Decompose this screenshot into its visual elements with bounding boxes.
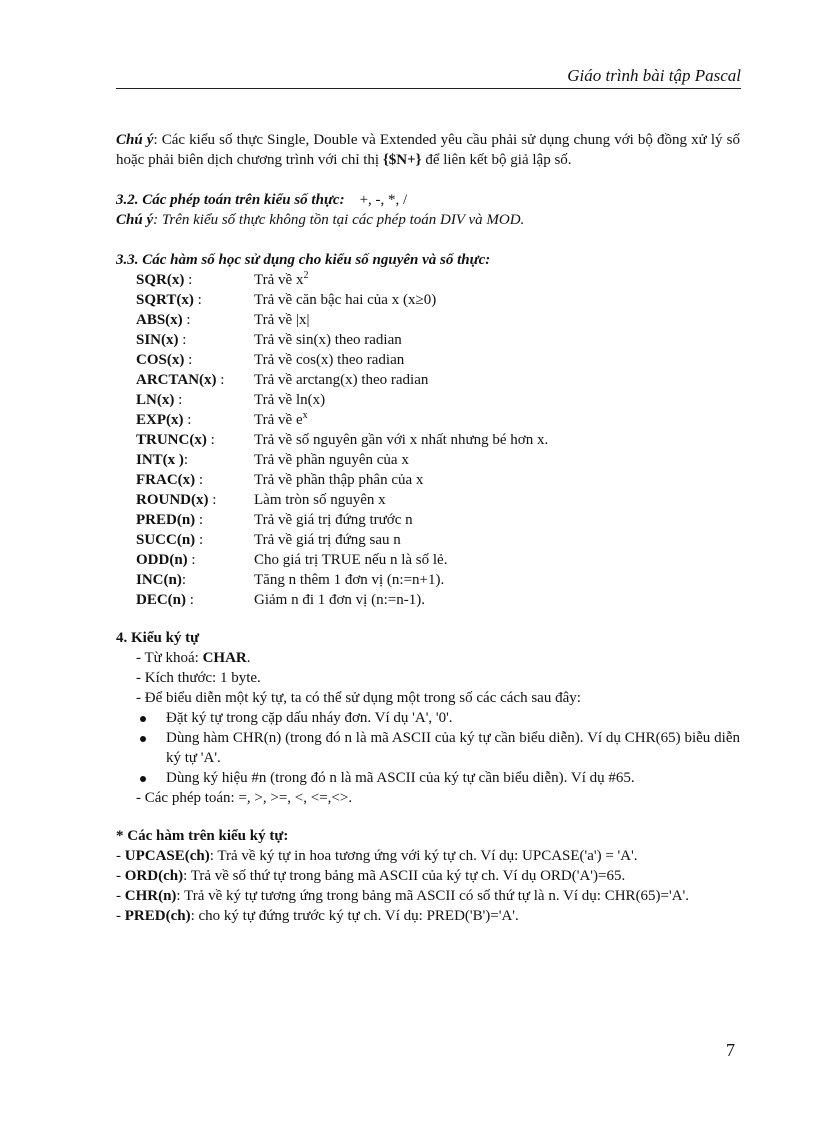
bullet-text: Dùng ký hiệu #n (trong đó n là mã ASCII của ký tự cần biểu diễn). Ví dụ #65. [166, 770, 635, 786]
function-name-cell [136, 570, 254, 590]
list-item [116, 846, 740, 866]
table-row [136, 410, 740, 430]
list-item [116, 866, 740, 886]
header-title: Giáo trình bài tập Pascal [567, 66, 741, 85]
function-description-cell [254, 510, 740, 530]
section-3-2-heading [116, 190, 740, 210]
section-3-2-note-label: Chú ý [116, 212, 154, 228]
table-row [136, 350, 740, 370]
note-label: Chú ý [116, 132, 154, 148]
function-name: SQR(x) [136, 272, 185, 288]
function-separator: : [206, 432, 215, 448]
function-name: SIN(x) [136, 332, 179, 348]
function-description-cell [254, 550, 740, 570]
function-desc: : Trả về ký tự in hoa tương ứng với ký tự ch. Ví dụ: UPCASE('a') = 'A'. [209, 848, 638, 864]
section-3-3-title: 3.3. Các hàm số học sử dụng cho kiểu số nguyên và số thực: [116, 252, 491, 268]
function-name: TRUNC(x) [136, 432, 207, 448]
table-row [136, 430, 740, 450]
char-ops-line: - Các phép toán: =, >, >=, <, <=,<>. [136, 790, 353, 806]
table-row [136, 530, 740, 550]
table-row [136, 450, 740, 470]
function-description: Cho giá trị TRUE nếu n là số lẻ. [254, 552, 448, 568]
char-keyword-line [136, 648, 740, 668]
table-row [136, 270, 740, 290]
function-description: Tăng n thêm 1 đơn vị (n:=n+1). [254, 572, 445, 588]
char-intro-line: - Để biểu diễn một ký tự, ta có thể sử dụng một trong số các cách sau đây: [136, 690, 581, 706]
function-name: COS(x) [136, 352, 185, 368]
list-item [116, 906, 740, 926]
function-separator: : [178, 332, 187, 348]
list-item [136, 708, 740, 728]
function-desc: : cho ký tự đứng trước ký tự ch. Ví dụ: PRED('B')='A'. [190, 908, 519, 924]
function-name-cell [136, 470, 254, 490]
section-3-2-note [116, 210, 740, 230]
function-separator: : [184, 272, 193, 288]
function-name-cell [136, 330, 254, 350]
function-name: EXP(x) [136, 412, 184, 428]
superscript: 2 [303, 270, 309, 281]
function-name-cell [136, 510, 254, 530]
function-desc: : Trả về số thứ tự trong bảng mã ASCII của ký tự ch. Ví dụ ORD('A')=65. [183, 868, 626, 884]
list-item [116, 886, 740, 906]
table-row [136, 550, 740, 570]
function-name: PRED(n) [136, 512, 196, 528]
function-name: ORD(ch) [124, 868, 184, 884]
table-row [136, 310, 740, 330]
function-separator: : [195, 512, 204, 528]
page-header [116, 64, 741, 89]
function-description: Trả về x [254, 272, 304, 288]
function-description: Làm tròn số nguyên x [254, 492, 386, 508]
function-separator: : [186, 592, 194, 608]
function-description-cell [254, 530, 740, 550]
function-name-cell [136, 350, 254, 370]
function-description-cell [254, 490, 740, 510]
page-number: 7 [726, 1040, 735, 1060]
function-description-cell [254, 590, 740, 610]
table-row [136, 290, 740, 310]
function-name: CHR(n) [124, 888, 177, 904]
table-row [136, 490, 740, 510]
function-name-cell [136, 410, 254, 430]
item-prefix: - [116, 888, 125, 904]
table-row [136, 570, 740, 590]
table-row [136, 370, 740, 390]
function-description-cell [254, 270, 740, 290]
function-name: DEC(n) [136, 592, 187, 608]
function-description: Trả về sin(x) theo radian [254, 332, 402, 348]
bullet-text: Đặt ký tự trong cặp dấu nháy đơn. Ví dụ 'A', '0'. [166, 710, 453, 726]
section-3-2-title: 3.2. Các phép toán trên kiểu số thực: [116, 192, 345, 208]
note-directive: {$N+} [382, 152, 422, 168]
function-description: Trả về phần nguyên của x [254, 452, 409, 468]
function-description: Trả về giá trị đứng sau n [254, 532, 401, 548]
section-3-2-note-text: : Trên kiểu số thực không tồn tại các phép toán DIV và MOD. [153, 212, 525, 228]
function-description-cell [254, 350, 740, 370]
function-description: Trả về |x| [254, 312, 310, 328]
function-description-cell [254, 290, 740, 310]
list-item [136, 728, 740, 768]
function-description-cell [254, 410, 740, 430]
function-description: Trả về phần thập phân của x [254, 472, 424, 488]
function-name-cell [136, 550, 254, 570]
function-separator: : [208, 492, 217, 508]
char-functions-list [116, 846, 740, 926]
function-description: Trả về số nguyên gần với x nhất nhưng bé hơn x. [254, 432, 549, 448]
function-name: SUCC(n) [136, 532, 196, 548]
function-name-cell [136, 430, 254, 450]
function-desc: : Trả về ký tự tương ứng trong bảng mã ASCII có số thứ tự là n. Ví dụ: CHR(65)='A'. [176, 888, 689, 904]
function-separator: : [216, 372, 225, 388]
function-description-cell [254, 470, 740, 490]
function-description: Trả về e [254, 412, 303, 428]
section-3-2-ops: +, -, *, / [359, 192, 408, 208]
function-name: PRED(ch) [124, 908, 191, 924]
note-text-after: để liên kết bộ giả lập số. [421, 152, 572, 168]
section-4-body [136, 648, 740, 708]
char-representation-list [136, 708, 740, 788]
function-description-cell [254, 330, 740, 350]
bullet-icon [136, 708, 166, 728]
math-function-table [136, 270, 740, 610]
function-name-cell [136, 390, 254, 410]
list-item [136, 768, 740, 788]
function-description-cell [254, 390, 740, 410]
item-prefix: - [116, 848, 125, 864]
page-content [116, 130, 740, 926]
function-name: FRAC(x) [136, 472, 196, 488]
function-name: SQRT(x) [136, 292, 194, 308]
function-separator: : [183, 452, 189, 468]
function-name: INC(n) [136, 572, 182, 588]
function-separator: : [193, 292, 202, 308]
function-separator: : [184, 352, 193, 368]
function-description: Trả về giá trị đứng trước n [254, 512, 413, 528]
function-description-cell [254, 310, 740, 330]
bullet-icon [136, 768, 166, 788]
function-description: Giảm n đi 1 đơn vị (n:=n-1). [254, 592, 425, 608]
bullet-text: Dùng hàm CHR(n) (trong đó n là mã ASCII của ký tự cần biểu diễn). Ví dụ CHR(65) biễu diễn ký tự 'A'. [166, 730, 740, 766]
function-description-cell [254, 370, 740, 390]
note-text-before: : Các kiểu số thực Single, Double và Extended yêu cầu phải sử dụng chung với bộ đồng xử lý số hoặc phải biên dịch chương trình với chỉ thị [116, 132, 740, 168]
function-name: ODD(n) [136, 552, 188, 568]
function-name-cell [136, 310, 254, 330]
function-name: ABS(x) [136, 312, 183, 328]
table-row [136, 470, 740, 490]
function-name-cell [136, 270, 254, 290]
function-description-cell [254, 430, 740, 450]
function-name-cell [136, 490, 254, 510]
function-name-cell [136, 370, 254, 390]
function-description-cell [254, 570, 740, 590]
function-name-cell [136, 450, 254, 470]
superscript: x [302, 410, 308, 421]
function-separator: : [195, 472, 204, 488]
char-functions-title: * Các hàm trên kiểu ký tự: [116, 828, 289, 844]
function-name: INT(x ) [136, 452, 184, 468]
bullet-icon [136, 728, 166, 768]
item-prefix: - [116, 908, 125, 924]
function-description: Trả về arctang(x) theo radian [254, 372, 429, 388]
function-separator: : [183, 412, 192, 428]
function-separator: : [195, 532, 204, 548]
function-description-cell [254, 450, 740, 470]
function-separator: : [181, 572, 187, 588]
keyword-value: CHAR [202, 650, 247, 666]
function-name-cell [136, 290, 254, 310]
keyword-suffix: . [246, 650, 251, 666]
char-size-line: - Kích thước: 1 byte. [136, 670, 261, 686]
table-row [136, 330, 740, 350]
note-paragraph [116, 130, 740, 170]
function-separator: : [174, 392, 183, 408]
function-name: ROUND(x) [136, 492, 209, 508]
section-4-title: 4. Kiểu ký tự [116, 630, 200, 646]
table-row [136, 510, 740, 530]
function-description: Trả về căn bậc hai của x (x≥0) [254, 292, 437, 308]
function-name: ARCTAN(x) [136, 372, 217, 388]
table-row [136, 590, 740, 610]
function-name: UPCASE(ch) [124, 848, 210, 864]
function-name-cell [136, 590, 254, 610]
keyword-prefix: - Từ khoá: [136, 650, 203, 666]
function-separator: : [182, 312, 191, 328]
table-row [136, 390, 740, 410]
function-name: LN(x) [136, 392, 175, 408]
item-prefix: - [116, 868, 125, 884]
function-name-cell [136, 530, 254, 550]
function-description: Trả về ln(x) [254, 392, 326, 408]
function-separator: : [187, 552, 196, 568]
function-description: Trả về cos(x) theo radian [254, 352, 405, 368]
